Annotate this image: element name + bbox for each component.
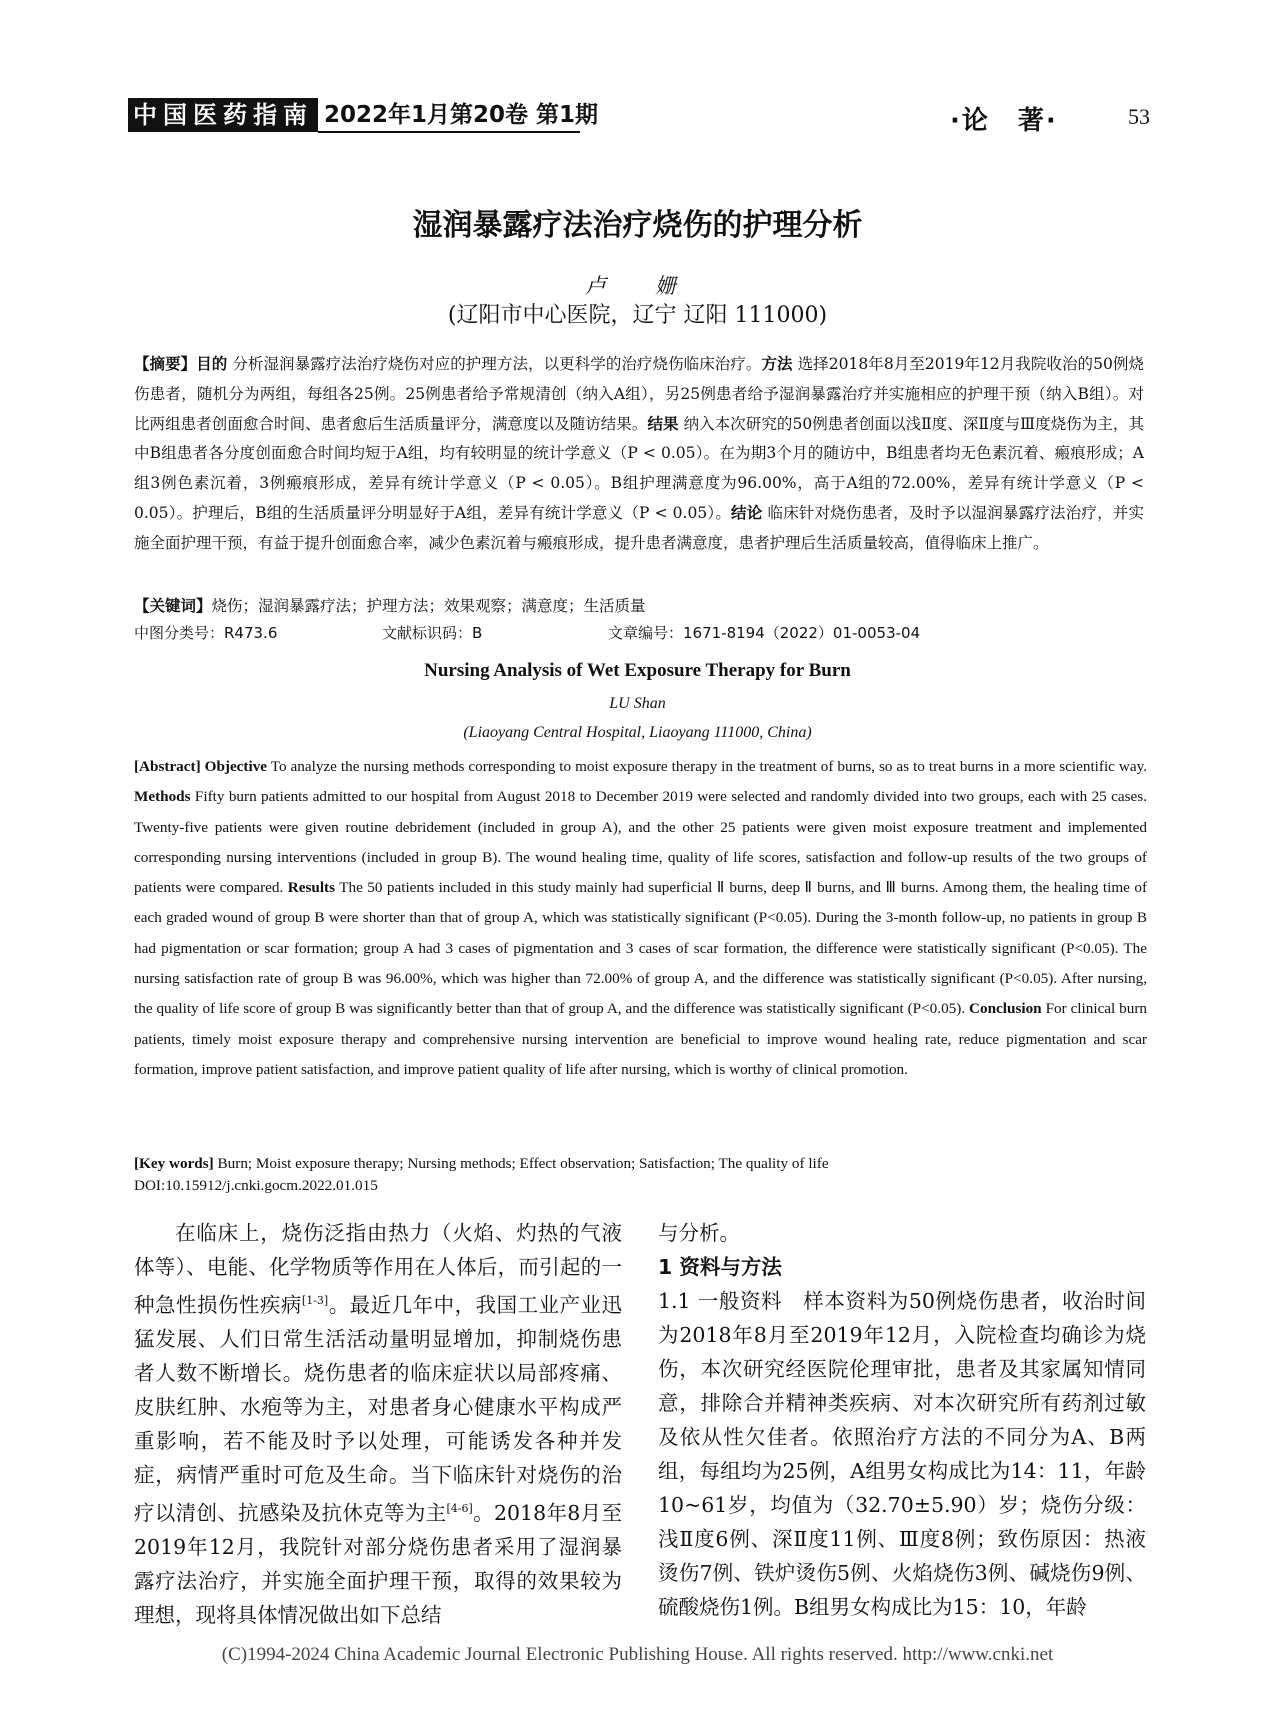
intro-paragraph: [134, 1216, 622, 1632]
en-conclusion-label: Conclusion: [969, 1000, 1042, 1018]
citation-4-6: [4-6]: [446, 1501, 473, 1515]
intro-paragraph-end: 与分析。: [658, 1221, 740, 1245]
chinese-abstract: [134, 350, 1144, 559]
intro-text-c: 。2018年8月至2019年12月，我院针对部分烧伤患者采用了湿润暴露疗法治疗，并实施全面护理干预，取得的效果较为理想，现将具体情况做出如下总结: [134, 1500, 623, 1627]
affiliation: (辽阳市中心医院，辽宁 辽阳 111000): [447, 303, 828, 328]
english-keywords: [134, 1150, 1147, 1177]
results-label: 结果: [647, 414, 679, 433]
en-objective-text: To analyze the nursing methods corresponding to moist exposure therapy in the treatment of burns, so as to treat burns in a more scientific way.: [270, 758, 1147, 775]
objective-label: 目的: [196, 355, 228, 373]
methods-label: 方法: [761, 355, 793, 373]
en-keywords-label: [Key words]: [134, 1155, 214, 1172]
journal-name: 中国医药指南: [128, 98, 318, 132]
keywords-text: 烧伤；湿润暴露疗法；护理方法；效果观察；满意度；生活质量: [211, 597, 646, 615]
doi: DOI:10.15912/j.cnki.gocm.2022.01.015: [134, 1177, 378, 1194]
section-1-1-text: 样本资料为50例烧伤患者，收治时间为2018年8月至2019年12月，入院检查均确诊为烧伤，本次研究经医院伦理审批，患者及其家属知情同意，排除合并精神类疾病、对本次研究所有药剂过敏及依从性欠佳者。依照治疗方法的不同分为A、B两组，每组均为25例，A组男女构成比为14：11，年龄10~61岁，均值为（32.70±5.90）岁；烧伤分级：浅Ⅱ度6例、深Ⅱ度11例、Ⅲ度8例；致伤原因：热液烫伤7例、铁炉烫伤5例、火焰烧伤3例、碱烧伤9例、硫酸烧伤1例。B组男女构成比为15：10，年龄: [658, 1289, 1146, 1619]
en-results-label: Results: [287, 879, 336, 897]
classification-number: 中图分类号：R473.6: [134, 624, 278, 642]
chinese-keywords: [134, 592, 1144, 621]
results-text: 纳入本次研究的50例患者创面以浅Ⅱ度、深Ⅱ度与Ⅲ度烧伤为主，其中B组患者各分度创面愈合时间均短于A组，均有较明显的统计学意义（P < 0.05）。在为期3个月的随访中，B组患者均无色素沉着、瘢痕形成；A组3例色素沉着，3例瘢痕形成，差异有统计学意义（P < 0.05）。B组护理满意度为96.00%，高于A组的72.00%，差异有统计学意义（P < 0.05）。护理后，B组的生活质量评分明显好于A组，差异有统计学意义（P < 0.05）。: [134, 414, 1144, 522]
body-right-column: [658, 1216, 1146, 1624]
en-abstract-label: [Abstract]: [134, 758, 201, 775]
citation-1-3: [1-3]: [301, 1294, 329, 1307]
en-methods-label: Methods: [134, 788, 191, 806]
document-code: 文献标识码：B: [382, 624, 483, 642]
english-affiliation: (Liaoyang Central Hospital, Liaoyang 111000, China): [463, 724, 812, 741]
english-title: Nursing Analysis of Wet Exposure Therapy for Burn: [424, 660, 851, 681]
en-conclusion-text: For clinical burn patients, timely moist exposure therapy and comprehensive nursing intervention are beneficial to improve wound healing rate, reduce pigmentation and scar formation, improve patient satisfaction, and improve patient quality of life after nursing, which is worthy of clinical promotion.: [134, 1000, 1148, 1078]
article-number: 文章编号：1671-8194（2022）01-0053-04: [608, 624, 921, 642]
section-label: ·论 著·: [950, 106, 1058, 136]
english-author: LU Shan: [609, 695, 666, 712]
en-objective-label: Objective: [204, 758, 268, 775]
methods-text: 选择2018年8月至2019年12月我院收治的50例烧伤患者，随机分为两组，每组各25例。25例患者给予常规清创（纳入A组），另25例患者给予湿润暴露治疗并实施相应的护理干预（纳入B组）。对比两组患者创面愈合时间、患者愈后生活质量评分，满意度以及随访结果。: [134, 355, 1144, 433]
conclusion-label: 结论: [731, 503, 763, 522]
en-keywords-text: Burn; Moist exposure therapy; Nursing methods; Effect observation; Satisfaction; The quality of life: [217, 1155, 829, 1172]
section-heading-1: 1 资料与方法: [658, 1255, 782, 1279]
section-1-1-label: 1.1 一般资料: [658, 1289, 783, 1313]
english-abstract: [134, 752, 1147, 1085]
intro-text-b: 。最近几年中，我国工业产业迅猛发展、人们日常生活活动量明显增加，抑制烧伤患者人数不断增长。烧伤患者的临床症状以局部疼痛、皮肤红肿、水疱等为主，对患者身心健康水平构成严重影响，若不能及时予以处理，可能诱发各种并发症，病情严重时可危及生命。当下临床针对烧伤的治疗以清创、抗感染及抗休克等为主: [134, 1292, 623, 1525]
section-1-1-paragraph: [658, 1284, 1146, 1624]
en-methods-text: Fifty burn patients admitted to our hospital from August 2018 to December 2019 were selected and randomly divided into two groups, each with 25 cases. Twenty-five patients were given routine debridement (included in group A), and the other 25 patients were given moist exposure treatment and implemented corresponding nursing interventions (included in group B). The wound healing time, quality of life scores, satisfaction and follow-up results of the two groups of patients were compared.: [134, 788, 1147, 897]
en-results-text: The 50 patients included in this study mainly had superficial Ⅱ burns, deep Ⅱ burns, and Ⅲ burns. Among them, the healing time of each graded wound of group B were shorter than that of group A, which was statistically significant (P<0.05). During the 3-month follow-up, no patients in group B had pigmentation or scar formation; group A had 3 cases of pigmentation and 3 cases of scar formation, the difference were statistically significant (P<0.05). The nursing satisfaction rate of group B was 96.00%, which was higher than 72.00% of group A, and the difference was statistically significant (P<0.05). After nursing, the quality of life score of group B was significantly better than that of group A, and the difference was statistically significant (P<0.05).: [134, 879, 1148, 1018]
conclusion-text: 临床针对烧伤患者，及时予以湿润暴露疗法治疗，并实施全面护理干预，有益于提升创面愈合率，减少色素沉着与瘢痕形成，提升患者满意度，患者护理后生活质量较高，值得临床上推广。: [134, 503, 1144, 552]
body-left-column: [134, 1216, 622, 1632]
intro-text-a: 在临床上，烧伤泛指由热力（火焰、灼热的气液体等）、电能、化学物质等作用在人体后，而引起的一种急性损伤性疾病: [134, 1221, 622, 1317]
author: 卢 姗: [585, 274, 690, 298]
copyright-footer: (C)1994-2024 China Academic Journal Electronic Publishing House. All rights reserved. http://www.cnki.net: [221, 1644, 1054, 1665]
article-title: 湿润暴露疗法治疗烧伤的护理分析: [412, 208, 863, 243]
abstract-label: 【摘要】: [134, 355, 197, 373]
keywords-label: 【关键词】: [134, 597, 212, 615]
page-number: 53: [1128, 104, 1150, 129]
header-underline: [318, 131, 580, 133]
objective-text: 分析湿润暴露疗法治疗烧伤对应的护理方法，以更科学的治疗烧伤临床治疗。: [232, 355, 762, 373]
issue-info: 2022年1月第20卷 第1期: [324, 102, 599, 128]
